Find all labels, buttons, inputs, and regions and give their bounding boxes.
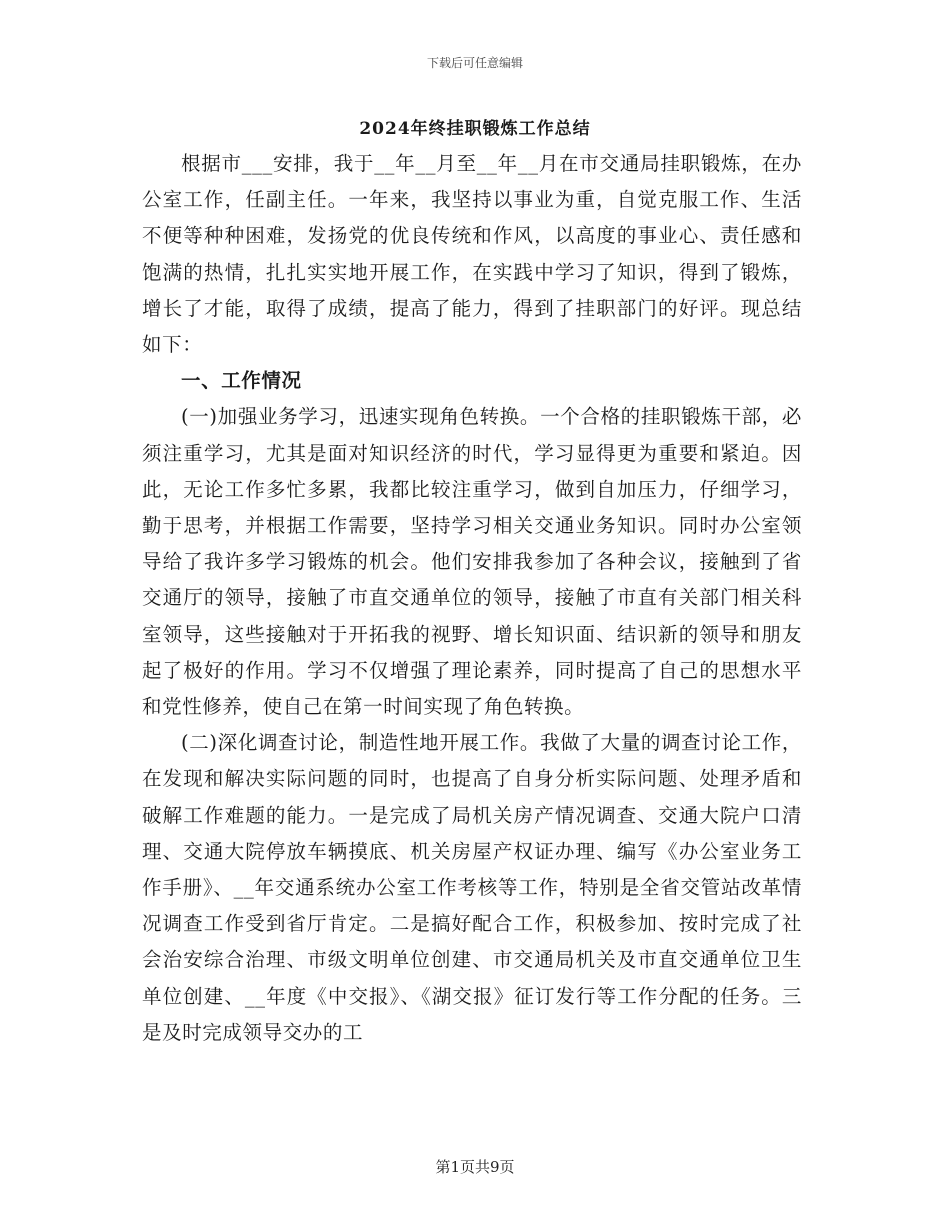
document-body — [142, 146, 802, 1051]
paragraph-intro: 根据市___安排，我于__年__月至__年__月在市交通局挂职锻炼，在办公室工作，任副主任。一年来，我坚持以事业为重，自觉克服工作、生活不便等种种困难，发扬党的优良传统和作风，以高度的事业心、责任感和饱满的热情，扎扎实实地开展工作，在实践中学习了知识，得到了锻炼，增长了才能，取得了成绩，提高了能力，得到了挂职部门的好评。现总结如下： — [142, 152, 802, 357]
paragraph-research: (二)深化调查讨论，制造性地开展工作。我做了大量的调查讨论工作，在发现和解决实际问题的同时，也提高了自身分析实际问题、处理矛盾和破解工作难题的能力。一是完成了局机关房产情况调查、交通大院户口清理、交通大院停放车辆摸底、机关房屋产权证办理、编写《办公室业务工作手册》、__年交通系统办公室工作考核等工作，特别是全省交管站改革情况调查工作受到省厅肯定。二是搞好配合工作，积极参加、按时完成了社会治安综合治理、市级文明单位创建、市交通局机关及市直交通单位卫生单位创建、__年度《中交报》、《湖交报》征订发行等工作分配的任务。三是及时完成领导交办的工 — [142, 731, 802, 1044]
header-note: 下载后可任意编辑 — [426, 56, 523, 70]
page-number: 第1页共9页 — [435, 1158, 515, 1176]
section-heading-work: 一、工作情况 — [181, 369, 302, 393]
document-title: 2024年终挂职锻炼工作总结 — [359, 119, 591, 139]
paragraph-study: (一)加强业务学习，迅速实现角色转换。一个合格的挂职锻炼干部，必须注重学习，尤其是面对知识经济的时代，学习显得更为重要和紧迫。因此，无论工作多忙多累，我都比较注重学习，做到自加压力，仔细学习，勤于思考，并根据工作需要，坚持学习相关交通业务知识。同时办公室领导给了我许多学习锻炼的机会。他们安排我参加了各种会议，接触到了省交通厅的领导，接触了市直交通单位的领导，接触了市直有关部门相关科室领导，这些接触对于开拓我的视野、增长知识面、结识新的领导和朋友起了极好的作用。学习不仅增强了理论素养，同时提高了自己的思想水平和党性修养，使自己在第一时间实现了角色转换。 — [142, 405, 802, 719]
